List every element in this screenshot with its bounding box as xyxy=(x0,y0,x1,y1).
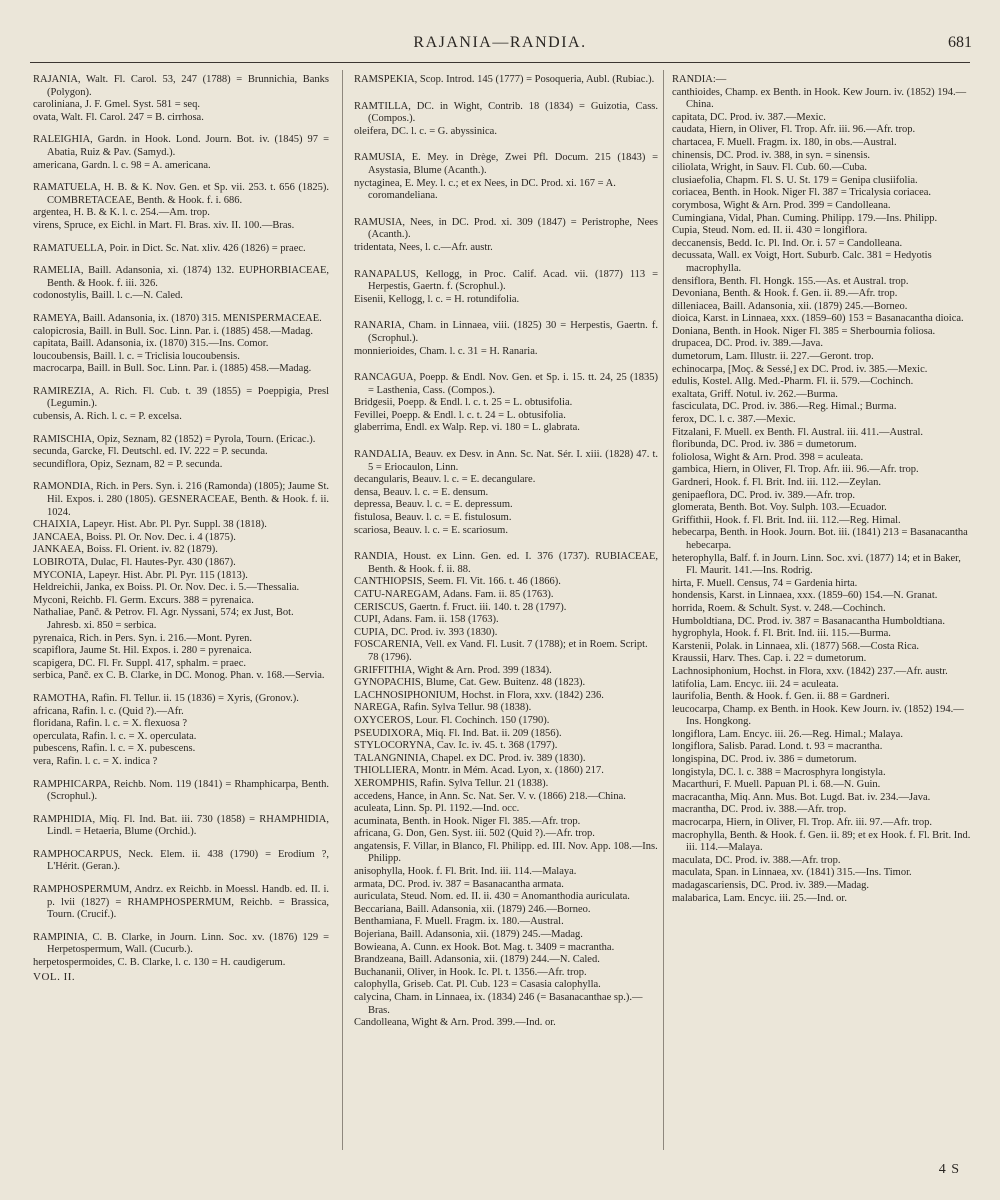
entry-line: Bowieana, A. Cunn. ex Hook. Bot. Mag. t. 3409 = macrantha. xyxy=(354,941,615,953)
entry-line: genipaeflora, DC. Prod. iv. 389.—Afr. trop. xyxy=(672,489,856,501)
entry-line: Bridgesii, Poepp. & Endl. l. c. t. 25 = L. obtusifolia. xyxy=(354,397,573,409)
entry-line: Cupia, Steud. Nom. ed. II. ii. 430 = longiflora. xyxy=(672,225,868,237)
entry-line: macrocarpa, Baill. in Bull. Soc. Linn. Par. i. (1885) 458.—Madag. xyxy=(33,363,312,375)
entry-line: macrophylla, Benth. & Hook. f. Gen. ii. 89; et ex Hook. f. Fl. Brit. Ind. iii. 114.—Malaya. xyxy=(672,829,971,854)
entry-block xyxy=(354,551,658,1030)
entry-heading: RAMATUELLA, Poir. in Dict. Sc. Nat. xliv. 426 (1826) = praec. xyxy=(33,242,306,254)
entry-line: coriacea, Benth. in Hook. Niger Fl. 387 = Tricalysia coriacea. xyxy=(672,187,932,199)
entry-line: Gardneri, Hook. f. Fl. Brit. Ind. iii. 112.—Zeylan. xyxy=(672,477,881,488)
entry-line: depressa, Beauv. l. c. = E. depressum. xyxy=(354,499,513,511)
entry-line: americana, Gardn. l. c. 98 = A. americana. xyxy=(33,159,211,171)
entry-line: glaberrima, Endl. ex Walp. Rep. vi. 180 = L. glabrata. xyxy=(354,422,580,434)
entry-heading: RANARIA, Cham. in Linnaea, viii. (1825) 30 = Herpestis, Gaertn. f. (Scrophul.). xyxy=(354,320,658,344)
entry-heading: RAMUSIA, Nees, in DC. Prod. xi. 309 (1847) = Peristrophe, Nees (Acanth.). xyxy=(354,216,658,241)
entry-line: cubensis, A. Rich. l. c. = P. excelsa. xyxy=(33,411,182,423)
entry-line: Fitzalani, F. Muell. ex Benth. Fl. Austral. iii. 411.—Austral. xyxy=(672,426,924,438)
entry-line: PSEUDIXORA, Miq. Fl. Ind. Bat. ii. 209 (1856). xyxy=(354,727,562,739)
entry-line: Griffithii, Hook. f. Fl. Brit. Ind. iii. 112.—Reg. Himal. xyxy=(672,514,901,526)
entry-line: latifolia, Lam. Encyc. iii. 24 = aculeata. xyxy=(672,678,839,690)
entry-line: longispina, DC. Prod. iv. 386 = dumetorum. xyxy=(672,754,857,766)
entry-line: Cumingiana, Vidal, Phan. Cuming. Philipp. 179.—Ins. Philipp. xyxy=(672,212,938,224)
entry-line: TALANGNINIA, Chapel. ex DC. Prod. iv. 389 (1830). xyxy=(354,752,586,764)
entry-line: capitata, DC. Prod. iv. 387.—Mexic. xyxy=(672,111,826,123)
entry-heading: RAMEYA, Baill. Adansonia, ix. (1870) 315. MENISPERMACEAE. xyxy=(33,312,322,324)
entry-heading: RANDALIA, Beauv. ex Desv. in Ann. Sc. Nat. Sér. I. xiii. (1828) 47. t. 5 = Eriocaulon, Linn. xyxy=(354,449,658,473)
entry-line: hondensis, Karst. in Linnaea, xxx. (1859–60) 154.—N. Granat. xyxy=(672,590,938,602)
running-title: RAJANIA—RANDIA. xyxy=(413,34,587,51)
entry-line: longiflora, Salisb. Parad. Lond. t. 93 = macrantha. xyxy=(672,741,883,753)
entry-line: densa, Beauv. l. c. = E. densum. xyxy=(354,486,489,498)
entry-line: Buchananii, Oliver, in Hook. Ic. Pl. t. 1356.—Afr. trop. xyxy=(354,966,587,978)
entry-line: canthioides, Champ. ex Benth. in Hook. Kew Journ. iv. (1852) 194.—China. xyxy=(672,86,967,111)
entry-heading: RAMISCHIA, Opiz, Seznam, 82 (1852) = Pyrola, Tourn. (Ericac.). xyxy=(33,433,316,445)
column-1 xyxy=(33,74,329,983)
entry-block xyxy=(354,217,658,255)
entry-block xyxy=(33,313,329,376)
entry-line: chinensis, DC. Prod. iv. 388, in syn. = sinensis. xyxy=(672,149,871,161)
entry-line: Devoniana, Benth. & Hook. f. Gen. ii. 89.—Afr. trop. xyxy=(672,288,898,300)
entry-line: drupacea, DC. Prod. iv. 389.—Java. xyxy=(672,338,823,350)
entry-line: capitata, Baill. Adansonia, ix. (1870) 315.—Ins. Comor. xyxy=(33,338,269,350)
entry-line: fasciculata, DC. Prod. iv. 386.—Reg. Himal.; Burma. xyxy=(672,401,897,413)
entry-block xyxy=(33,814,329,839)
entry-line: secundiflora, Opiz, Seznam, 82 = P. secunda. xyxy=(33,458,223,470)
entry-line: ciliolata, Wright, in Sauv. Fl. Cub. 60.—Cuba. xyxy=(672,162,867,174)
entry-line: edulis, Kostel. Allg. Med.-Pharm. Fl. ii. 579.—Cochinch. xyxy=(672,376,914,388)
entry-line: auriculata, Steud. Nom. ed. II. ii. 430 = Anomanthodia auriculata. xyxy=(354,891,630,903)
entry-heading: RAMATUELA, H. B. & K. Nov. Gen. et Sp. vii. 253. t. 656 (1825). COMBRETACEAE, Benth. & Hook. f. i. 686. xyxy=(33,182,329,206)
entry-heading: RAMIREZIA, A. Rich. Fl. Cub. t. 39 (1855) = Poeppigia, Presl (Legumin.). xyxy=(33,385,329,410)
entry-block xyxy=(33,182,329,232)
entry-line: ferox, DC. l. c. 387.—Mexic. xyxy=(672,414,796,426)
entry-line: scapigera, DC. Fl. Fr. Suppl. 417, sphalm. = praec. xyxy=(33,657,246,669)
entry-line: LOBIROTA, Dulac, Fl. Hautes-Pyr. 430 (1867). xyxy=(33,557,236,568)
entry-line: accedens, Hance, in Ann. Sc. Nat. Ser. V. v. (1866) 218.—China. xyxy=(354,790,626,802)
entry-line: THIOLLIERA, Montr. in Mém. Acad. Lyon, x. (1860) 217. xyxy=(354,765,604,777)
entry-heading: RAMPHIDIA, Miq. Fl. Ind. Bat. iii. 730 (1858) = RHAMPHIDIA, Lindl. = Hetaeria, Blume (Orchid.). xyxy=(33,813,329,838)
entry-heading: RAMTILLA, DC. in Wight, Contrib. 18 (1834) = Guizotia, Cass. (Compos.). xyxy=(354,100,658,125)
entry-line: secunda, Garcke, Fl. Deutschl. ed. IV. 222 = P. secunda. xyxy=(33,446,268,458)
entry-block xyxy=(33,932,329,970)
entry-heading: RAMELIA, Baill. Adansonia, xi. (1874) 132. EUPHORBIACEAE, Benth. & Hook. f. iii. 326. xyxy=(33,265,329,289)
entry-line: corymbosa, Wight & Arn. Prod. 399 = Candolleana. xyxy=(672,199,891,211)
entry-heading: RAMOTHA, Rafin. Fl. Tellur. ii. 15 (1836) = Xyris, (Gronov.). xyxy=(33,692,299,704)
entry-block xyxy=(33,134,329,172)
entry-line: Brandzeana, Baill. Adansonia, xii. (1879) 244.—N. Caled. xyxy=(354,954,600,966)
entry-heading: RALEIGHIA, Gardn. in Hook. Lond. Journ. Bot. iv. (1845) 97 = Abatia, Ruiz & Pav. (Samyd.). xyxy=(33,134,329,158)
entry-block xyxy=(354,372,658,435)
entry-heading: RANCAGUA, Poepp. & Endl. Nov. Gen. et Sp. i. 15. tt. 24, 25 (1835) = Lasthenia, Cass. (Compos.). xyxy=(354,372,658,396)
entry-block xyxy=(33,481,329,683)
entry-line: ovata, Walt. Fl. Carol. 247 = B. cirrhosa. xyxy=(33,111,204,123)
entry-line: exaltata, Griff. Notul. iv. 262.—Burma. xyxy=(672,388,838,400)
entry-line: Humboldtiana, DC. Prod. iv. 387 = Basanacantha Humboldtiana. xyxy=(672,615,945,627)
entry-line: malabarica, Lam. Encyc. iii. 25.—Ind. or. xyxy=(672,892,847,904)
entry-line: dioica, Karst. in Linnaea, xxx. (1859–60) 153 = Basanacantha dioica. xyxy=(672,313,964,325)
entry-line: CANTHIOPSIS, Seem. Fl. Vit. 166. t. 46 (1866). xyxy=(354,576,561,588)
entry-heading: RAMPINIA, C. B. Clarke, in Journ. Linn. Soc. xv. (1876) 129 = Herpetospermum, Wall. (Cucurb.). xyxy=(33,931,329,956)
entry-line: armata, DC. Prod. iv. 387 = Basanacantha armata. xyxy=(354,878,564,890)
entry-line: pyrenaica, Rich. in Pers. Syn. i. 216.—Mont. Pyren. xyxy=(33,632,253,644)
column-2 xyxy=(354,74,658,1030)
entry-line: macrantha, DC. Prod. iv. 388.—Afr. trop. xyxy=(672,804,847,816)
entry-line: anisophylla, Hook. f. Fl. Brit. Ind. iii. 114.—Malaya. xyxy=(354,866,577,878)
entry-line: densiflora, Benth. Fl. Hongk. 155.—As. et Austral. trop. xyxy=(672,275,909,287)
entry-line: leucocarpa, Champ. ex Benth. in Hook. Kew Journ. iv. (1852) 194.—Ins. Hongkong. xyxy=(672,703,964,728)
entry-block xyxy=(354,152,658,202)
entry-line: STYLOCORYNA, Cav. Ic. iv. 45. t. 368 (1797). xyxy=(354,740,558,752)
entry-line: CHAIXIA, Lapeyr. Hist. Abr. Pl. Pyr. Suppl. 38 (1818). xyxy=(33,519,267,531)
entry-line: OXYCEROS, Lour. Fl. Cochinch. 150 (1790). xyxy=(354,714,550,726)
entry-line: virens, Spruce, ex Eichl. in Mart. Fl. Bras. xiv. II. 100.—Bras. xyxy=(33,219,295,231)
entry-line: scariosa, Beauv. l. c. = E. scariosum. xyxy=(354,524,508,536)
entry-line: glomerata, Benth. Bot. Voy. Sulph. 103.—Ecuador. xyxy=(672,502,887,514)
entry-line: madagascariensis, DC. Prod. iv. 389.—Madag. xyxy=(672,880,870,891)
entry-line: dilleniacea, Baill. Adansonia, xii. (1879) 245.—Borneo. xyxy=(672,300,908,312)
entry-line: Candolleana, Wight & Arn. Prod. 399.—Ind. or. xyxy=(354,1017,556,1029)
header-rule xyxy=(30,62,970,63)
signature-mark: 4 S xyxy=(938,1162,960,1177)
page-number: 681 xyxy=(948,34,972,51)
entry-line: serbica, Panč. ex C. B. Clarke, in DC. Monog. Phan. v. 168.—Servia. xyxy=(33,670,325,682)
volume-label: VOL. II. xyxy=(33,970,76,983)
entry-line: calycina, Cham. in Linnaea, ix. (1834) 246 (= Basanacanthae sp.).—Bras. xyxy=(354,992,643,1016)
entry-line: Myconi, Reichb. Fl. Germ. Excurs. 388 = pyrenaica. xyxy=(33,594,254,606)
entry-line: acuminata, Benth. in Hook. Niger Fl. 385.—Afr. trop. xyxy=(354,815,581,827)
entry-line: CUPI, Adans. Fam. ii. 158 (1763). xyxy=(354,614,499,626)
entry-heading: RAMUSIA, E. Mey. in Drège, Zwei Pfl. Docum. 215 (1843) = Asystasia, Blume (Acanth.). xyxy=(354,152,658,176)
entry-line: foliolosa, Wight & Arn. Prod. 398 = aculeata. xyxy=(672,451,864,463)
entry-block xyxy=(33,884,329,922)
entry-line: herpetospermoides, C. B. Clarke, l. c. 130 = H. caudigerum. xyxy=(33,957,286,969)
entry-heading: RANAPALUS, Kellogg, in Proc. Calif. Acad. vii. (1877) 113 = Herpestis, Gaertn. f. (Scrophul.). xyxy=(354,268,658,293)
entry-line: aculeata, Linn. Sp. Pl. 1192.—Ind. occ. xyxy=(354,803,520,815)
entry-line: JANCAEA, Boiss. Pl. Or. Nov. Dec. i. 4 (1875). xyxy=(33,531,236,543)
entry-line: Beccariana, Baill. Adansonia, xii. (1879) 246.—Borneo. xyxy=(354,903,591,915)
entry-line: GRIFFITHIA, Wight & Arn. Prod. 399 (1834). xyxy=(354,664,552,676)
entry-line: oleifera, DC. l. c. = G. abyssinica. xyxy=(354,125,497,137)
entry-line: decussata, Wall. ex Voigt, Hort. Suburb. Calc. 381 = Hedyotis macrophylla. xyxy=(672,250,932,274)
entry-line: africana, Rafin. l. c. (Quid ?).—Afr. xyxy=(33,705,184,717)
entry-line: Benthamiana, F. Muell. Fragm. ix. 180.—Austral. xyxy=(354,916,564,928)
entry-heading: RAMPHICARPA, Reichb. Nom. 119 (1841) = Rhamphicarpa, Benth. (Scrophul.). xyxy=(33,778,329,803)
entry-line: Doniana, Benth. in Hook. Niger Fl. 385 = Sherbournia foliosa. xyxy=(672,325,936,337)
entry-line: fistulosa, Beauv. l. c. = E. fistulosum. xyxy=(354,512,512,524)
entry-line: africana, G. Don, Gen. Syst. iii. 502 (Quid ?).—Afr. trop. xyxy=(354,828,595,840)
entry-line: clusiaefolia, Chapm. Fl. S. U. St. 179 = Genipa clusiifolia. xyxy=(672,174,918,186)
entry-heading: RAMPHOCARPUS, Neck. Elem. ii. 438 (1790) = Erodium ?, L'Hérit. (Geran.). xyxy=(33,848,329,873)
entry-line: GYNOPACHIS, Blume, Cat. Gew. Buitenz. 48 (1823). xyxy=(354,677,586,689)
entry-line: laurifolia, Benth. & Hook. f. Gen. ii. 88 = Gardneri. xyxy=(672,691,890,703)
entry-block xyxy=(33,243,329,256)
entry-line: floribunda, DC. Prod. iv. 386 = dumetorum. xyxy=(672,439,857,451)
entry-line: monnierioides, Cham. l. c. 31 = H. Ranaria. xyxy=(354,345,538,357)
entry-block xyxy=(33,693,329,769)
entry-line: JANKAEA, Boiss. Fl. Orient. iv. 82 (1879). xyxy=(33,544,218,556)
entry-block xyxy=(354,101,658,139)
entry-line: codonostylis, Baill. l. c.—N. Caled. xyxy=(33,290,183,302)
entry-line: Eisenii, Kellogg, l. c. = H. rotundifolia. xyxy=(354,293,520,305)
entry-block xyxy=(33,849,329,874)
entry-line: dumetorum, Lam. Illustr. ii. 227.—Geront. trop. xyxy=(672,351,874,363)
entry-line: MYCONIA, Lapeyr. Hist. Abr. Pl. Pyr. 115 (1813). xyxy=(33,569,248,581)
column-divider xyxy=(663,70,664,1150)
entry-line: hirta, F. Muell. Census, 74 = Gardenia hirta. xyxy=(672,577,858,589)
entry-line: angatensis, F. Villar, in Blanco, Fl. Philipp. ed. III. Nov. App. 108.—Ins. Philipp. xyxy=(354,840,658,865)
entry-line: calophylla, Griseb. Cat. Pl. Cub. 123 = Casasia calophylla. xyxy=(354,979,601,991)
entry-line: decangularis, Beauv. l. c. = E. decangulare. xyxy=(354,474,536,486)
entry-heading: RANDIA, Houst. ex Linn. Gen. ed. I. 376 (1737). RUBIACEAE, Benth. & Hook. f. ii. 88. xyxy=(354,551,658,575)
entry-line: pubescens, Rafin. l. c. = X. pubescens. xyxy=(33,743,196,755)
entry-line: floridana, Rafin. l. c. = X. flexuosa ? xyxy=(33,718,188,730)
entry-block xyxy=(33,779,329,804)
entry-heading: RAMSPEKIA, Scop. Introd. 145 (1777) = Posoqueria, Aubl. (Rubiac.). xyxy=(354,74,655,85)
entry-line: Nathaliae, Panč. & Petrov. Fl. Agr. Nyssani, 574; ex Just, Bot. Jahresb. xi. 850 = serbica. xyxy=(33,607,294,631)
entry-heading: RAMONDIA, Rich. in Pers. Syn. i. 216 (Ramonda) (1805); Jaume St. Hil. Expos. i. 280 (1805). GESNERACEAE, Benth. & Hook. f. ii. 1024. xyxy=(33,481,329,518)
entry-heading: RAMPHOSPERMUM, Andrz. ex Reichb. in Moessl. Handb. ed. II. i. p. lvii (1827) = RHAMPHOSPERMUM, Reichb. = Brassica, Tourn. (Crucif.). xyxy=(33,884,329,921)
entry-line: Karstenii, Polak. in Linnaea, xli. (1877) 568.—Costa Rica. xyxy=(672,640,919,652)
entry-block xyxy=(354,449,658,537)
entry-line: chartacea, F. Muell. Fragm. ix. 180, in obs.—Austral. xyxy=(672,136,897,148)
entry-line: argentea, H. B. & K. l. c. 254.—Am. trop. xyxy=(33,207,210,219)
entry-heading: RAJANIA, Walt. Fl. Carol. 53, 247 (1788) = Brunnichia, Banks (Polygon). xyxy=(33,74,329,98)
entry-line: LACHNOSIPHONIUM, Hochst. in Flora, xxv. (1842) 236. xyxy=(354,689,604,701)
entry-line: longiflora, Lam. Encyc. iii. 26.—Reg. Himal.; Malaya. xyxy=(672,728,903,740)
entry-block xyxy=(672,74,972,905)
entry-block xyxy=(354,269,658,307)
column-divider xyxy=(342,70,343,1150)
entry-line: Bojeriana, Baill. Adansonia, xii. (1879) 245.—Madag. xyxy=(354,929,583,941)
entry-line: caudata, Hiern, in Oliver, Fl. Trop. Afr. iii. 96.—Afr. trop. xyxy=(672,124,916,136)
entry-line: vera, Rafin. l. c. = X. indica ? xyxy=(33,755,158,767)
entry-line: horrida, Roem. & Schult. Syst. v. 248.—Cochinch. xyxy=(672,602,886,614)
entry-line: gambica, Hiern, in Oliver, Fl. Trop. Afr. iii. 96.—Afr. trop. xyxy=(672,464,919,476)
entry-block xyxy=(33,265,329,303)
entry-line: calopicrosia, Baill. in Bull. Soc. Linn. Par. i. (1885) 458.—Madag. xyxy=(33,325,313,337)
entry-line: longistyla, DC. l. c. 388 = Macrosphyra longistyla. xyxy=(672,766,886,778)
entry-line: hebecarpa, Benth. in Hook. Journ. Bot. iii. (1841) 213 = Basanacantha hebecarpa. xyxy=(672,527,968,551)
entry-line: macrocarpa, Hiern, in Oliver, Fl. Trop. Afr. iii. 97.—Afr. trop. xyxy=(672,817,933,829)
entry-line: operculata, Rafin. l. c. = X. operculata. xyxy=(33,730,197,742)
entry-line: CERISCUS, Gaertn. f. Fruct. iii. 140. t. 28 (1797). xyxy=(354,601,567,613)
entry-line: tridentata, Nees, l. c.—Afr. austr. xyxy=(354,241,493,253)
entry-block xyxy=(33,74,329,124)
entry-line: deccanensis, Bedd. Ic. Pl. Ind. Or. i. 57 = Candolleana. xyxy=(672,237,903,249)
entry-line: scapiflora, Jaume St. Hil. Expos. i. 280 = pyrenaica. xyxy=(33,645,252,657)
entry-block xyxy=(33,386,329,424)
entry-line: Kraussii, Harv. Thes. Cap. i. 22 = dumetorum. xyxy=(672,653,867,665)
entry-line: echinocarpa, [Moç. & Sessé,] ex DC. Prod. iv. 385.—Mexic. xyxy=(672,363,928,375)
entry-line: caroliniana, J. F. Gmel. Syst. 581 = seq. xyxy=(33,99,200,111)
entry-block xyxy=(354,320,658,358)
entry-line: maculata, DC. Prod. iv. 388.—Afr. trop. xyxy=(672,854,841,866)
entry-line: FOSCARENIA, Vell. ex Vand. Fl. Lusit. 7 (1788); et in Roem. Script. 78 (1796). xyxy=(354,639,648,663)
entry-line: NAREGA, Rafin. Sylva Tellur. 98 (1838). xyxy=(354,702,532,714)
entry-line: hygrophyla, Hook. f. Fl. Brit. Ind. iii. 115.—Burma. xyxy=(672,628,891,640)
entry-line: Heldreichii, Janka, ex Boiss. Pl. Or. Nov. Dec. i. 5.—Thessalia. xyxy=(33,582,300,594)
entry-block xyxy=(33,434,329,472)
entry-line: maculata, Span. in Linnaea, xv. (1841) 315.—Ins. Timor. xyxy=(672,867,912,879)
entry-line: Macarthuri, F. Muell. Papuan Pl. i. 68.—N. Guin. xyxy=(672,779,881,791)
entry-line: XEROMPHIS, Rafin. Sylva Tellur. 21 (1838). xyxy=(354,777,549,789)
entry-line: CATU-NAREGAM, Adans. Fam. ii. 85 (1763). xyxy=(354,589,554,600)
entry-heading: RANDIA:— xyxy=(672,74,727,85)
entry-line: macracantha, Miq. Ann. Mus. Bot. Lugd. Bat. iv. 234.—Java. xyxy=(672,791,931,803)
entry-line: loucoubensis, Baill. l. c. = Triclisia loucoubensis. xyxy=(33,350,240,362)
entry-block xyxy=(354,74,658,87)
entry-line: heterophylla, Balf. f. in Journ. Linn. Soc. xvi. (1877) 14; et in Baker, Fl. Maurit. 141.—Ins. Rodrig. xyxy=(672,552,961,577)
entry-line: Lachnosiphonium, Hochst. in Flora, xxv. (1842) 237.—Afr. austr. xyxy=(672,665,948,677)
entry-line: nyctaginea, E. Mey. l. c.; et ex Nees, in DC. Prod. xi. 167 = A. coromandeliana. xyxy=(354,177,616,202)
entry-line: CUPIA, DC. Prod. iv. 393 (1830). xyxy=(354,626,498,638)
column-3 xyxy=(672,74,972,905)
entry-line: Fevillei, Poepp. & Endl. l. c. t. 24 = L. obtusifolia. xyxy=(354,409,566,421)
